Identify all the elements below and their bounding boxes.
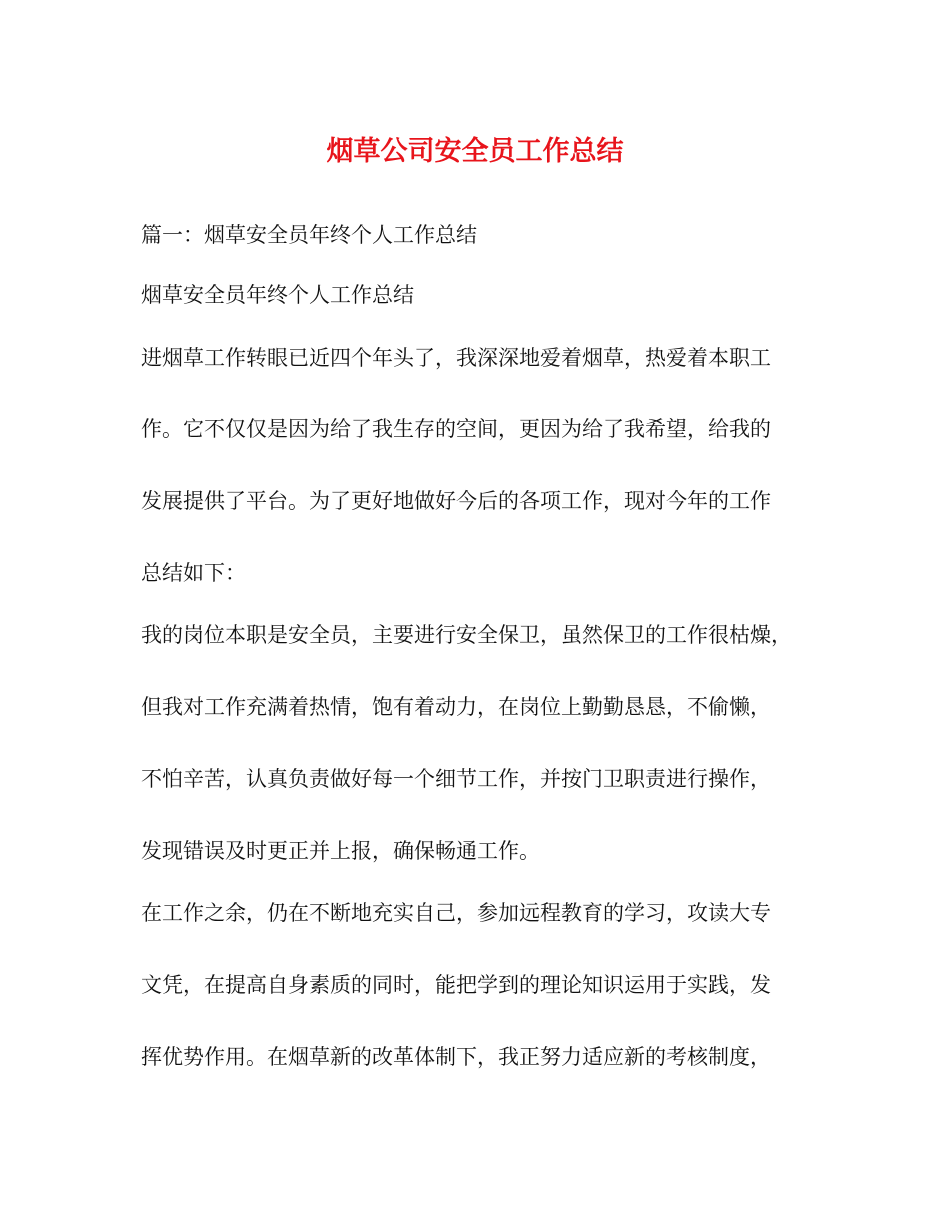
paragraph-line: 发展提供了平台。为了更好地做好今后的各项工作，现对今年的工作 (141, 489, 771, 513)
paragraph-line: 总结如下： (141, 561, 246, 585)
subsection-heading: 烟草安全员年终个人工作总结 (141, 283, 414, 307)
paragraph-line: 但我对工作充满着热情，饱有着动力，在岗位上勤勤恳恳，不偷懒， (141, 695, 771, 719)
paragraph-line: 文凭，在提高自身素质的同时，能把学到的理论知识运用于实践，发 (141, 973, 771, 997)
paragraph-line: 进烟草工作转眼已近四个年头了，我深深地爱着烟草，热爱着本职工 (141, 346, 771, 370)
paragraph-line: 在工作之余，仍在不断地充实自己，参加远程教育的学习，攻读大专 (141, 901, 771, 925)
paragraph-line: 发现错误及时更正并上报，确保畅通工作。 (141, 839, 540, 863)
paragraph-line: 挥优势作用。在烟草新的改革体制下，我正努力适应新的考核制度， (141, 1045, 771, 1069)
paragraph-line: 作。它不仅仅是因为给了我生存的空间，更因为给了我希望，给我的 (141, 417, 771, 441)
paragraph-line: 不怕辛苦，认真负责做好每一个细节工作，并按门卫职责进行操作， (141, 767, 771, 791)
paragraph-line: 我的岗位本职是安全员，主要进行安全保卫，虽然保卫的工作很枯燥， (141, 623, 792, 647)
document-title: 烟草公司安全员工作总结 (326, 136, 624, 167)
section-heading: 篇一：烟草安全员年终个人工作总结 (141, 223, 477, 247)
